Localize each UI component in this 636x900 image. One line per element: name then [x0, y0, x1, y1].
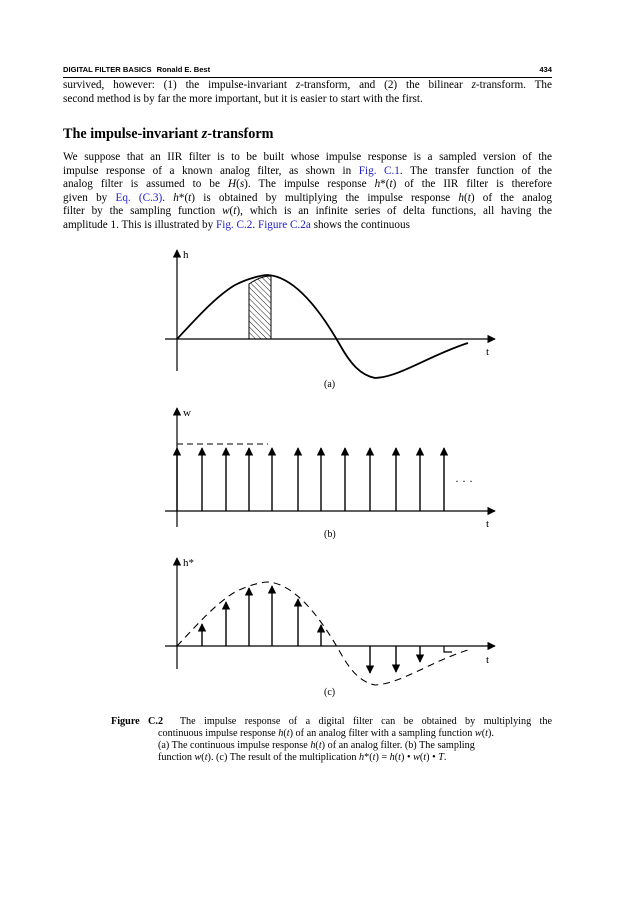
- figure-c2: [150, 245, 500, 705]
- panel-c-sublabel: (c): [324, 687, 336, 698]
- panel-b-ellipsis: · · ·: [455, 474, 473, 488]
- figure-caption: [111, 716, 552, 764]
- panel-b-x-label: t: [486, 518, 490, 530]
- impulse-c-small: [444, 646, 452, 652]
- body-line-1: We suppose that an IIR filter is to be built whose impulse response is a sampled version of the: [63, 151, 552, 163]
- header-title: DIGITAL FILTER BASICS: [63, 65, 152, 74]
- body-line-2: impulse response of a known analog filter, as shown in Fig. C.1. The transfer function of the: [63, 164, 552, 177]
- caption-line-1: Figure C.2 The impulse response of a digital filter can be obtained by multiplying the: [111, 716, 553, 727]
- link-fig-c1[interactable]: Fig. C.1: [358, 164, 400, 177]
- body-line-6: amplitude 1. This is illustrated by Fig. C.2. Figure C.2a shows the continuous: [63, 218, 410, 231]
- panel-a: [165, 249, 495, 390]
- caption-line-4: function w(t). (c) The result of the multiplication h*(t) = h(t) • w(t) • T.: [158, 752, 447, 763]
- panel-a-y-label: h: [183, 249, 189, 261]
- panel-b-sublabel: (b): [324, 529, 336, 540]
- intro-line-2: second method is by far the more important, but it is easier to start with the first.: [63, 92, 423, 105]
- panel-c-y-label: h*: [183, 557, 194, 569]
- intro-paragraph: [63, 79, 552, 106]
- page-number: 434: [539, 65, 552, 74]
- link-fig-c2a[interactable]: Figure C.2a: [257, 218, 311, 231]
- caption-line-3: (a) The continuous impulse response h(t) of an analog filter. (b) The sampling: [158, 740, 475, 751]
- body-line-5: filter by the sampling function w(t), which is an infinite series of delta functions, all having the: [63, 205, 552, 218]
- panel-a-sublabel: (a): [324, 379, 336, 390]
- panel-c-envelope: [177, 582, 468, 685]
- panel-c-x-label: t: [486, 654, 490, 666]
- running-header: [63, 61, 552, 78]
- caption-line-2: continuous impulse response h(t) of an analog filter with a sampling function w(t).: [158, 728, 494, 739]
- panel-b-y-label: w: [183, 407, 191, 419]
- body-line-4: given by Eq. (C.3). h*(t) is obtained by multiplying the impulse response h(t) of the analog: [63, 191, 552, 204]
- section-heading: The impulse-invariant z-transform: [63, 126, 274, 142]
- panel-c: [165, 557, 495, 698]
- link-fig-c2[interactable]: Fig. C.2: [216, 218, 253, 231]
- header-left: [63, 65, 210, 74]
- panel-b: [165, 407, 495, 540]
- panel-b-impulses: [177, 448, 444, 511]
- caption-label: Figure C.2: [111, 716, 164, 727]
- link-eq-c3[interactable]: Eq. (C.3): [115, 191, 163, 204]
- body-line-3: analog filter is assumed to be H(s). The impulse response h*(t) of the IIR filter is therefore: [63, 178, 552, 191]
- body-paragraph: [63, 151, 552, 233]
- intro-line-1: survived, however: (1) the impulse-invariant z-transform, and (2) the bilinear z-transform. The: [63, 79, 552, 91]
- panel-a-impulse-curve: [177, 275, 468, 378]
- panel-c-impulses: [202, 586, 452, 673]
- panel-a-hatched-strip: [249, 276, 271, 339]
- header-author: Ronald E. Best: [156, 65, 211, 74]
- panel-a-x-label: t: [486, 346, 490, 358]
